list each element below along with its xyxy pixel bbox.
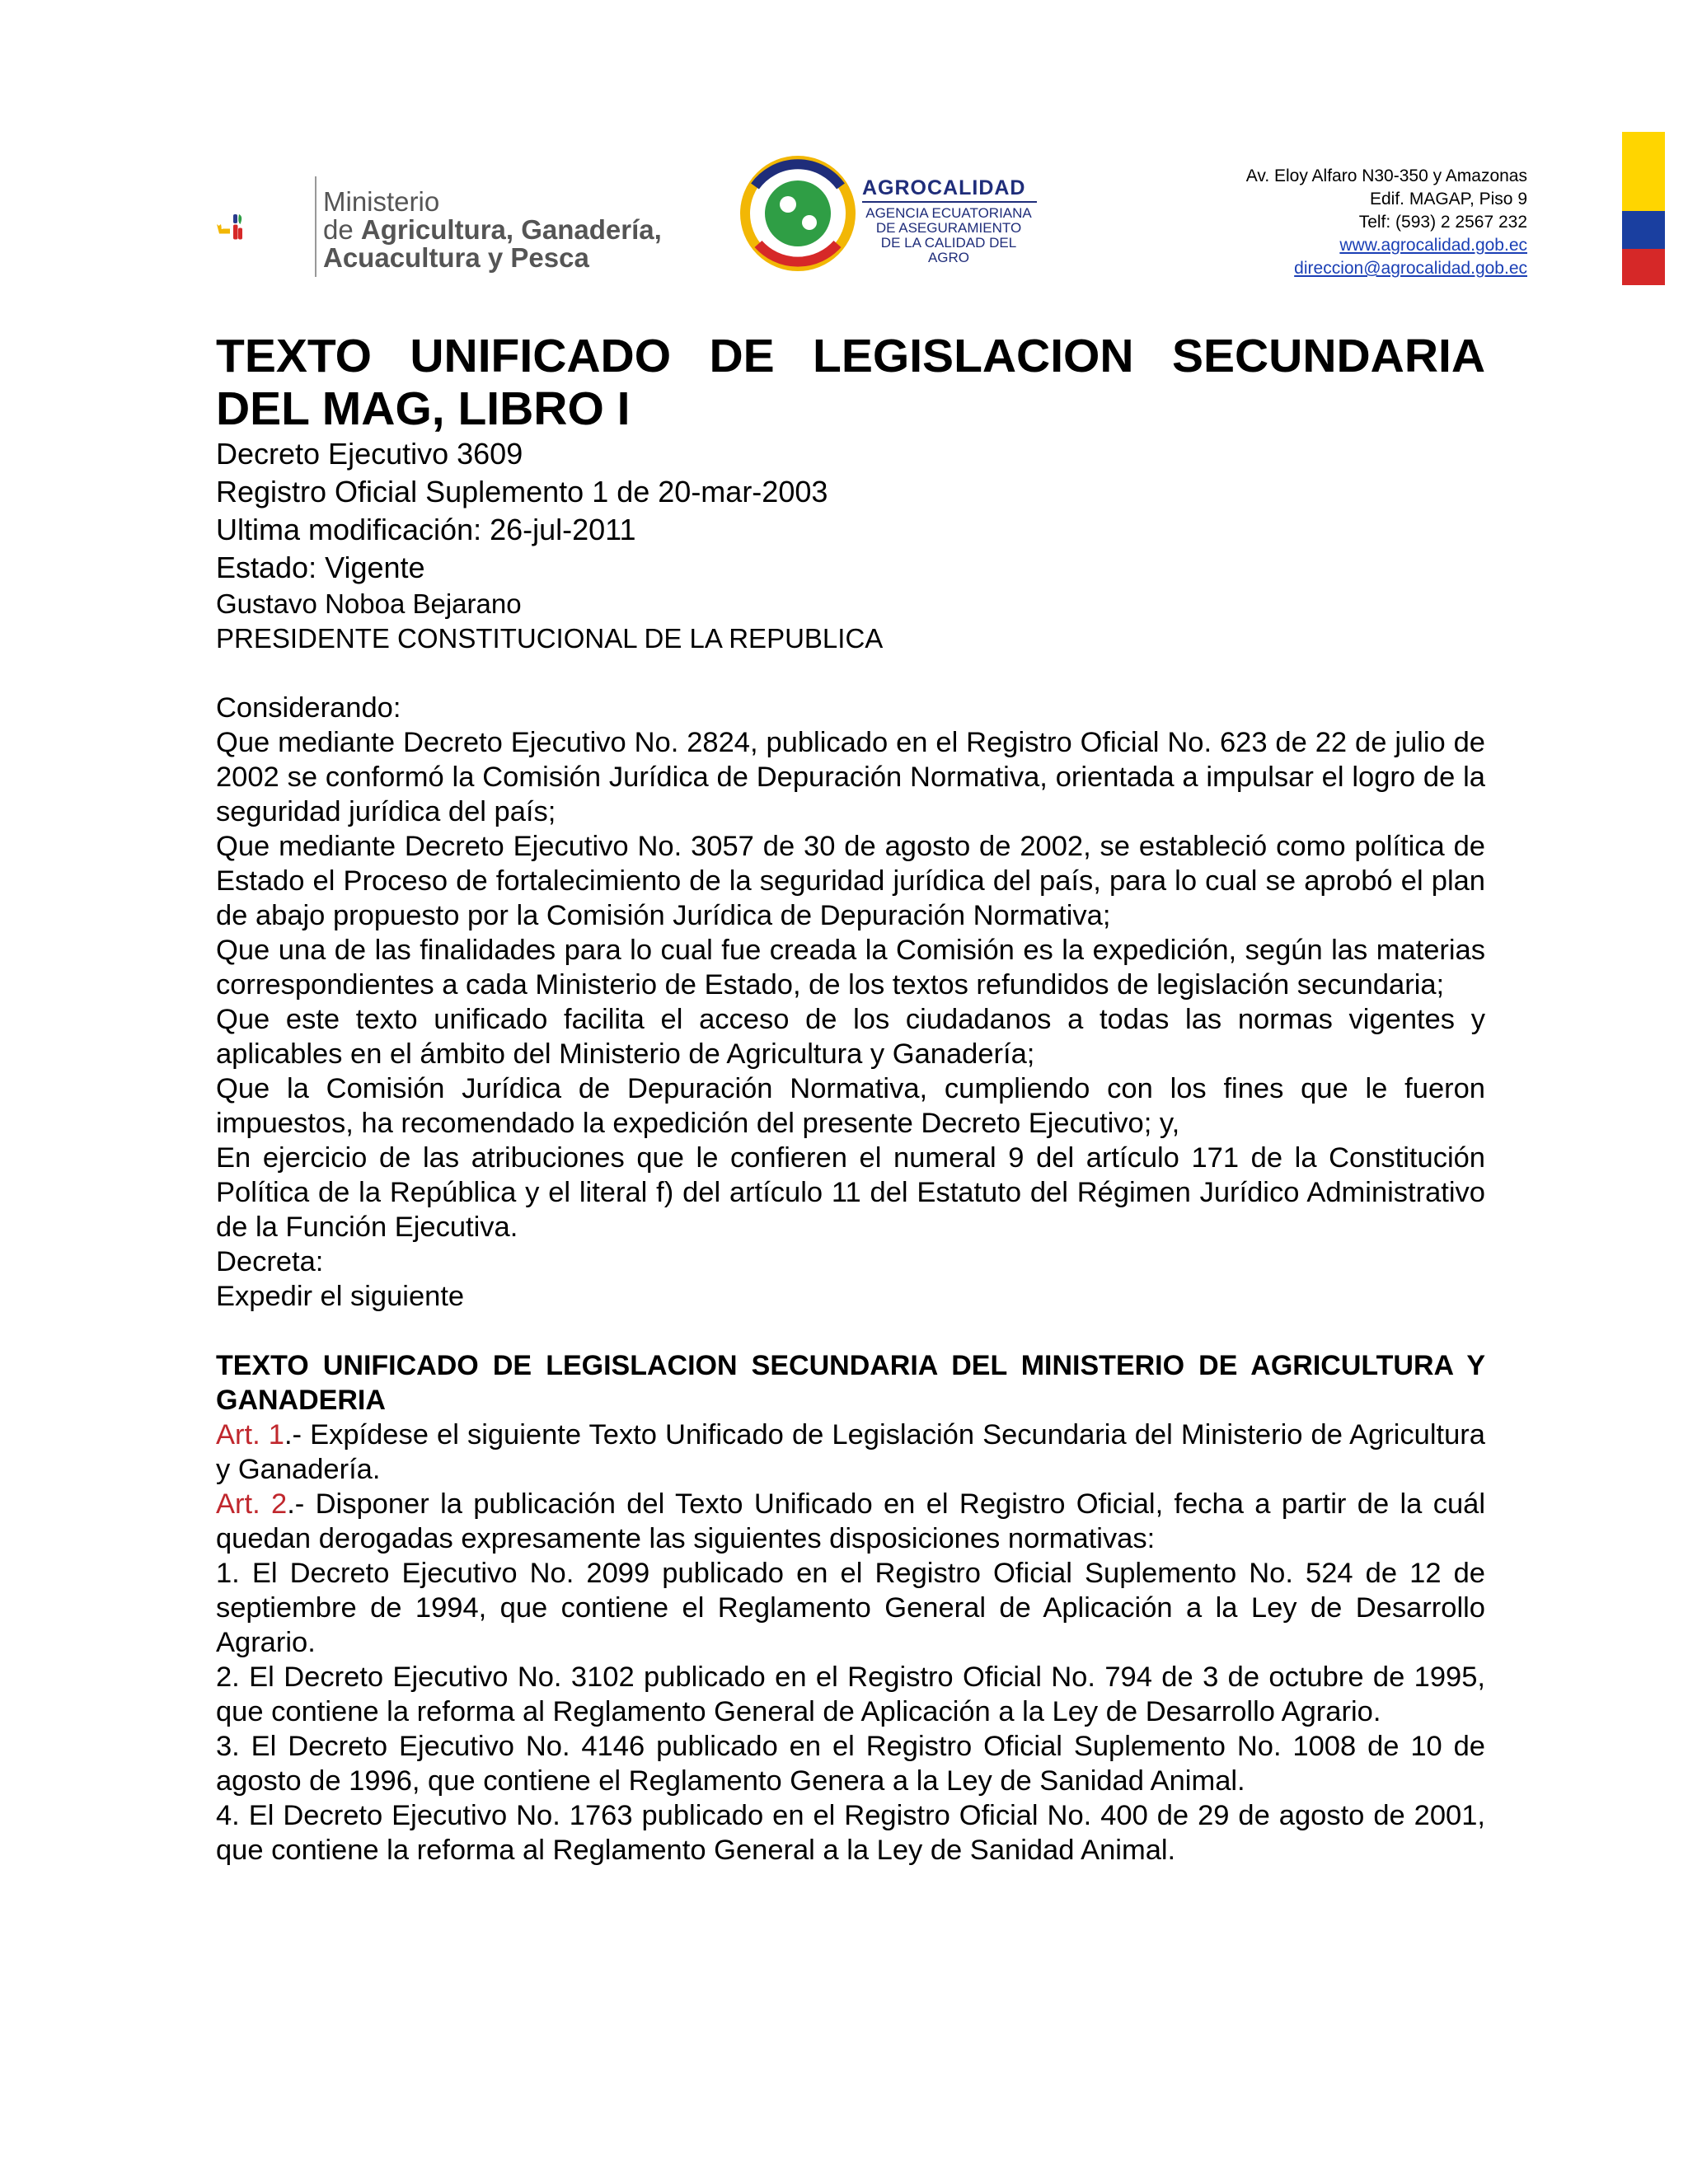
agrocalidad-logo-icon [740, 153, 856, 274]
ministry-logo-icon [216, 171, 323, 284]
considering-heading: Considerando: [216, 692, 401, 724]
website-link[interactable]: www.agrocalidad.gob.ec [1339, 236, 1527, 255]
article-1-text: .- Expídese el siguiente Texto Unificado de Legislación Secundaria del Ministerio de Agricultura y Ganadería. [216, 1419, 1485, 1485]
article-1-label: Art. 1 [216, 1419, 284, 1451]
article-2-text: .- Disponer la publicación del Texto Unificado en el Registro Oficial, fecha a partir de la cuál quedan derogadas expresamente las siguientes disposiciones normativas: [216, 1488, 1485, 1554]
decree-number: Decreto Ejecutivo 3609 [216, 437, 523, 471]
agency-sub2: DE ASEGURAMIENTO [875, 220, 1022, 236]
page-title: TEXTO UNIFICADO DE LEGISLACION SECUNDARIA DEL MAG, LIBRO I [216, 330, 1485, 435]
agency-sub3: DE LA CALIDAD DEL AGRO [880, 235, 1017, 265]
agency-name: AGROCALIDAD [862, 176, 1026, 199]
article-2 [216, 1487, 1485, 1556]
agency-underline [862, 201, 1037, 203]
whereas-paragraph: En ejercicio de las atribuciones que le confieren el numeral 9 del artículo 171 de la Constitución Política de la República y el literal f) del artículo 11 del Estatuto del Régimen Jurídico Administrativo de la Función Ejecutiva. [216, 1142, 1485, 1243]
list-item: 3. El Decreto Ejecutivo No. 4146 publicado en el Registro Oficial Suplemento No. 1008 de 10 de agosto de 1996, que contiene el Reglamento Genera a la Ley de Sanidad Animal. [216, 1731, 1485, 1797]
section-title: TEXTO UNIFICADO DE LEGISLACION SECUNDARIA DEL MINISTERIO DE AGRICULTURA Y GANADERIA [216, 1350, 1485, 1416]
list-item: 1. El Decreto Ejecutivo No. 2099 publicado en el Registro Oficial Suplemento No. 524 de 12 de septiembre de 1994, que contiene el Reglamento General de Aplicación a la Ley de Desarrollo Agrario. [216, 1558, 1485, 1658]
contact-phone: Telf: (593) 2 2567 232 [1358, 213, 1527, 232]
agency-sub1: AGENCIA ECUATORIANA [865, 205, 1032, 221]
ministry-line2-bold: Agricultura, Ganadería, [360, 214, 662, 245]
registry-info: Registro Oficial Suplemento 1 de 20-mar-2003 [216, 475, 828, 509]
article-2-label: Art. 2 [216, 1488, 288, 1520]
contact-address: Av. Eloy Alfaro N30-350 y Amazonas [1245, 166, 1527, 185]
spacer [216, 656, 1485, 691]
president-title: PRESIDENTE CONSTITUCIONAL DE LA REPUBLICA [216, 623, 884, 654]
ministry-line2 [323, 216, 662, 244]
whereas-paragraph: Que la Comisión Jurídica de Depuración Normativa, cumpliendo con los fines que le fueron impuestos, ha recomendado la expedición del presente Decreto Ejecutivo; y, [216, 1073, 1485, 1139]
ministry-divider [315, 176, 316, 277]
president-name: Gustavo Noboa Bejarano [216, 588, 522, 619]
whereas-paragraph: Que una de las finalidades para lo cual fue creada la Comisión es la expedición, según las materias correspondientes a cada Ministerio de Estado, de los textos refundidos de legislación secundaria; [216, 935, 1485, 1001]
whereas-paragraph: Que mediante Decreto Ejecutivo No. 2824, publicado en el Registro Oficial No. 623 de 22 de julio de 2002 se conformó la Comisión Jurídica de Depuración Normativa, orientada a impulsar el logro de la seguridad jurídica del país; [216, 727, 1485, 827]
ministry-line1: Ministerio [323, 186, 440, 217]
whereas-paragraph: Que este texto unificado facilita el acceso de los ciudadanos a todas las normas vigentes y aplicables en el ámbito del Ministerio de Agricultura y Ganadería; [216, 1004, 1485, 1070]
agency-subtitle [862, 206, 1035, 265]
spacer [216, 1314, 1485, 1348]
issue-line: Expedir el siguiente [216, 1281, 465, 1312]
ministry-line2-prefix: de [323, 214, 361, 245]
list-item: 2. El Decreto Ejecutivo No. 3102 publicado en el Registro Oficial No. 794 de 3 de octubre de 1995, que contiene la reforma al Reglamento General de Aplicación a la Ley de Desarrollo Agrario. [216, 1661, 1485, 1727]
ministry-line3: Acuacultura y Pesca [323, 242, 589, 273]
last-modification: Ultima modificación: 26-jul-2011 [216, 513, 636, 546]
email-link[interactable]: direccion@agrocalidad.gob.ec [1294, 259, 1527, 278]
list-item: 4. El Decreto Ejecutivo No. 1763 publicado en el Registro Oficial No. 400 de 29 de agosto de 2001, que contiene la reforma al Reglamento General a la Ley de Sanidad Animal. [216, 1800, 1485, 1866]
decrees-heading: Decreta: [216, 1246, 324, 1277]
document-body [216, 330, 1485, 1868]
ministry-name [323, 188, 662, 272]
document-status: Estado: Vigente [216, 551, 425, 584]
whereas-paragraph: Que mediante Decreto Ejecutivo No. 3057 de 30 de agosto de 2002, se estableció como política de Estado el Proceso de fortalecimiento de la seguridad jurídica del país, para lo cual se aprobó el plan de abajo propuesto por la Comisión Jurídica de Depuración Normativa; [216, 831, 1485, 931]
page-header [0, 0, 1688, 297]
contact-building: Edif. MAGAP, Piso 9 [1369, 190, 1527, 209]
contact-block [1246, 165, 1527, 280]
ecuador-flag-icon [1622, 132, 1665, 285]
article-1 [216, 1418, 1485, 1487]
